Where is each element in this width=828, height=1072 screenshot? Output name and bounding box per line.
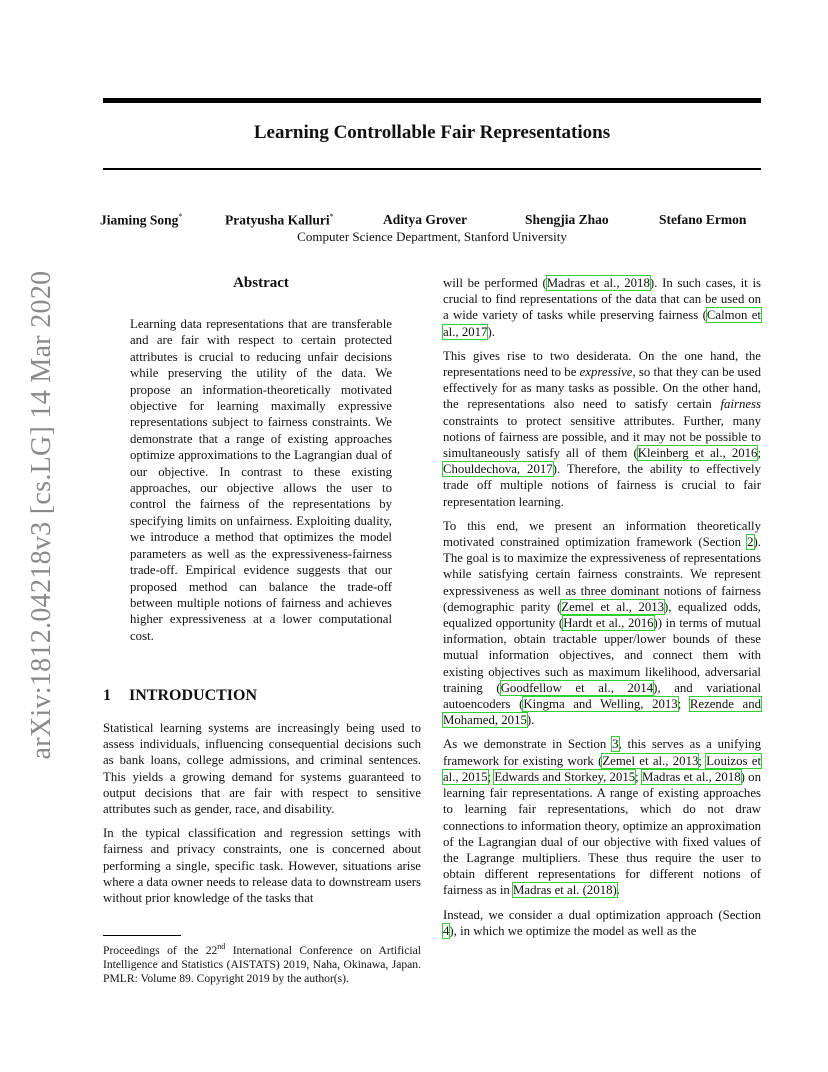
footnote-rule <box>103 935 181 936</box>
citation-link[interactable]: Zemel et al., 2013 <box>602 753 699 768</box>
paragraph: Instead, we consider a dual optimization approach (Section 4), in which we optimize the model as well as the <box>443 907 761 938</box>
citation-link[interactable]: Hardt et al., 2016 <box>563 616 654 631</box>
affiliation: Computer Science Department, Stanford University <box>297 229 567 244</box>
section-ref-link[interactable]: 4 <box>443 923 450 938</box>
section-title: INTRODUCTION <box>129 687 258 704</box>
section-ref-link[interactable]: 2 <box>747 535 754 550</box>
paragraph: will be performed (Madras et al., 2018). In such cases, it is crucial to find representations of the data that can be used on a wide variety of tasks while preserving fairness (Calmon et al., 2017). <box>443 276 761 339</box>
citation-link[interactable]: Kleinberg et al., 2016 <box>637 446 758 461</box>
equal-contribution-mark: * <box>329 212 334 221</box>
paper-title: Learning Controllable Fair Representations <box>253 122 611 143</box>
section-heading <box>103 687 421 705</box>
paragraph: As we demonstrate in Section 3, this serves as a unifying framework for existing work (Zemel et al., 2013; Louizos et al., 2015; Edwards and Storkey, 2015; Madras et al., 2018) on learning fair representations. A range of existing approaches to learning fair representations, which do not draw connections to information theory, optimize an approximation of the Lagrangian dual of our objective with fixed values of the Lagrange multipliers. These thus require the user to obtain different representations for different notions of fairness as in Madras et al. (2018). <box>443 737 761 898</box>
paragraph: Statistical learning systems are increasingly being used to assess individuals, influencing consequential decisions such as bank loans, college admissions, and criminal sentences. This yields a growing demand for systems guaranteed to output decisions that are fair with respect to sensitive attributes such as gender, race, and disability. <box>103 721 421 817</box>
citation-link[interactable]: Zemel et al., 2013 <box>561 599 665 614</box>
author-name: Pratyusha Kalluri <box>225 212 330 228</box>
title-bottom-rule <box>103 168 761 170</box>
author <box>100 212 182 229</box>
citation-link[interactable]: Louizos et al., 2015 <box>443 753 761 784</box>
author-name: Jiaming Song <box>100 212 179 228</box>
paragraph: To this end, we present an information theoretically motivated constrained optimization framework (Section 2). The goal is to maximize the expressiveness of representations while satisfying certain fairness constraints. We represent expressiveness as well as three dominant notions of fairness (demographic parity (Zemel et al., 2013), equalized odds, equalized opportunity (Hardt et al., 2016)) in terms of mutual information, obtain tractable upper/lower bounds of these mutual information objectives, and connect them with existing objectives such as maximum likelihood, adversarial training (Goodfellow et al., 2014), and variational autoencoders (Kingma and Welling, 2013; Rezende and Mohamed, 2015). <box>443 518 762 728</box>
citation-link[interactable]: Calmon et al., 2017 <box>443 308 761 339</box>
arxiv-stamp <box>22 270 62 760</box>
equal-contribution-mark: * <box>178 212 183 221</box>
abstract-text: Learning data representations that are transferable and are fair with respect to certain protected attributes is crucial to reducing unfair decisions while preserving the utility of the data. We propose an information-theoretically motivated objective for learning maximally expressive representations subject to fairness constraints. We demonstrate that a range of existing approaches optimize approximations to the Lagrangian dual of our objective. In contrast to these existing approaches, our objective allows the user to control the fairness of the representations by specifying limits on unfairness. Exploiting duality, we introduce a method that optimizes the model parameters as well as the expressiveness-fairness trade-off. Empirical evidence suggests that our proposed method can balance the trade-off between multiple notions of fairness and achieves higher expressiveness at a lower computational cost. <box>130 317 392 643</box>
author <box>383 212 467 228</box>
author <box>225 212 334 229</box>
author-name: Aditya Grover <box>383 212 468 227</box>
author <box>659 212 746 228</box>
citation-link[interactable]: Madras et al., 2018 <box>546 276 650 290</box>
title-top-rule <box>103 98 761 103</box>
footnote-superscript: nd <box>217 942 226 951</box>
author-list <box>100 212 762 230</box>
author <box>525 212 609 228</box>
citation-link[interactable]: Goodfellow et al., 2014 <box>500 680 654 695</box>
citation-link[interactable]: Kingma and Welling, 2013 <box>523 697 678 712</box>
abstract-heading: Abstract <box>233 275 289 291</box>
left-column-body <box>103 720 421 914</box>
section-ref-link[interactable]: 3 <box>612 737 619 752</box>
author-name: Stefano Ermon <box>659 212 747 227</box>
citation-link[interactable]: Madras et al. (2018) <box>513 883 617 898</box>
right-column-body <box>443 275 761 947</box>
footnote: Proceedings of the 22nd International Conference on Artificial Intelligence and Statistics (AISTATS) 2019, Naha, Okinawa, Japan. PMLR: Volume 89. Copyright 2019 by the author(s). <box>103 942 422 985</box>
author-name: Shengjia Zhao <box>525 212 609 227</box>
arxiv-stamp-text: arXiv:1812.04218v3 [cs.LG] 14 Mar 2020 <box>26 270 57 760</box>
citation-link[interactable]: Chouldechova, 2017 <box>443 462 553 477</box>
citation-link[interactable]: Rezende and Mohamed, 2015 <box>443 697 761 728</box>
section-number: 1 <box>103 687 111 704</box>
paragraph: In the typical classification and regression settings with fairness and privacy constraints, one is concerned about performing a single, specific task. However, situations arise where a data owner needs to release data to downstream users without prior knowledge of the tasks that <box>103 826 421 906</box>
paragraph: This gives rise to two desiderata. On the one hand, the representations need to be expressive, so that they can be used effectively for as many tasks as possible. On the other hand, the representations also need to satisfy certain fairness constraints to protect sensitive attributes. Further, many notions of fairness are possible, and it may not be possible to simultaneously satisfy all of them (Kleinberg et al., 2016; Chouldechova, 2017). Therefore, the ability to effectively trade off multiple notions of fairness is crucial to fair representation learning. <box>443 348 761 509</box>
citation-link[interactable]: Madras et al., 2018 <box>641 769 741 784</box>
citation-link[interactable]: Edwards and Storkey, 2015 <box>494 769 636 784</box>
